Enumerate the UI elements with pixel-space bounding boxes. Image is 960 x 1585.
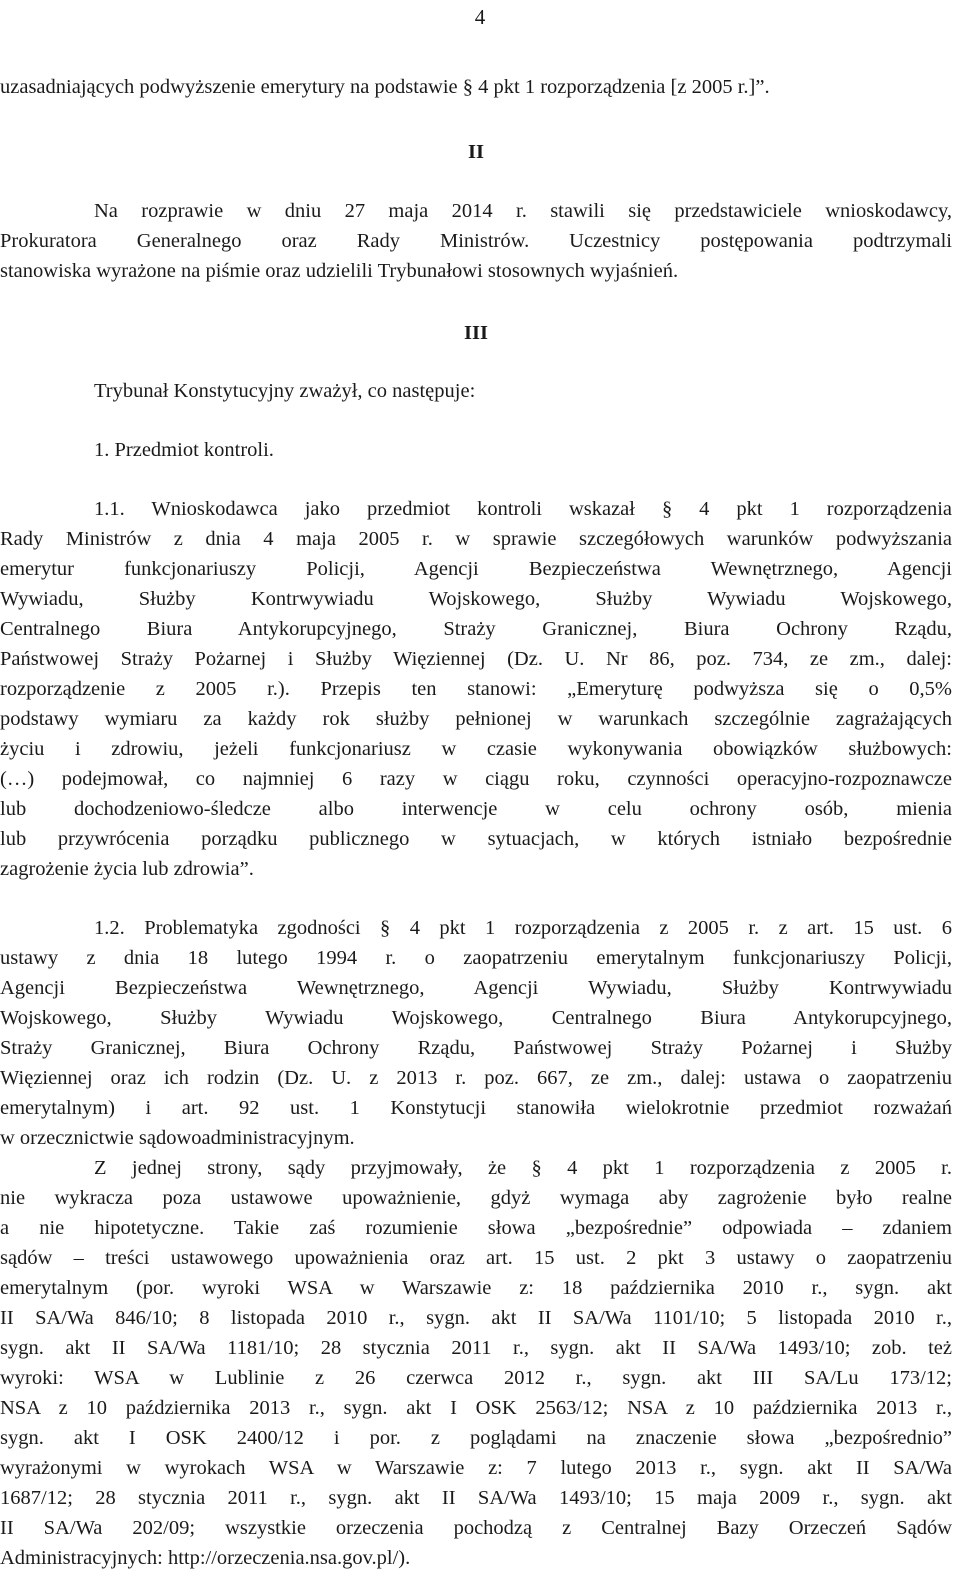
- text-line: a nie hipotetyczne. Takie zaś rozumienie słowa „bezpośrednie” odpowiada – zdaniem: [0, 1217, 952, 1239]
- text-line: Straży Granicznej, Biura Ochrony Rządu, Państwowej Straży Pożarnej i Służby: [0, 1037, 952, 1059]
- text-line: emerytalnym (por. wyroki WSA w Warszawie z: 18 października 2010 r., sygn. akt: [0, 1277, 952, 1299]
- text-line: życiu i zdrowiu, jeżeli funkcjonariusz w czasie wykonywania obowiązków służbowych:: [0, 738, 952, 760]
- section-heading-iii: III: [464, 322, 488, 344]
- text-line: Wojskowego, Służby Wywiadu Wojskowego, Centralnego Biura Antykorupcyjnego,: [0, 1007, 952, 1029]
- text-line: Centralnego Biura Antykorupcyjnego, Straży Granicznej, Biura Ochrony Rządu,: [0, 618, 952, 640]
- text-line: wyroki: WSA w Lublinie z 26 czerwca 2012 r., sygn. akt III SA/Lu 173/12;: [0, 1367, 952, 1389]
- text-line: sygn. akt II SA/Wa 1181/10; 28 stycznia 2011 r., sygn. akt II SA/Wa 1493/10; zob. też: [0, 1337, 952, 1359]
- text-line: NSA z 10 października 2013 r., sygn. akt I OSK 2563/12; NSA z 10 października 2013 r.,: [0, 1397, 952, 1419]
- text-line: podstawy wymiaru za każdy rok służby pełnionej w warunkach szczególnie zagrażających: [0, 708, 952, 730]
- subheading: 1. Przedmiot kontroli.: [94, 439, 274, 461]
- page-number: 4: [474, 5, 486, 29]
- text-line: Więziennej oraz ich rodzin (Dz. U. z 2013 r. poz. 667, ze zm., dalej: ustawa o zaopatrzeniu: [0, 1067, 952, 1089]
- text-line: sygn. akt I OSK 2400/12 i por. z poglądami na znaczenie słowa „bezpośrednio”: [0, 1427, 952, 1449]
- text-line: Rady Ministrów z dnia 4 maja 2005 r. w sprawie szczegółowych warunków podwyższania: [0, 528, 952, 550]
- text-line: Z jednej strony, sądy przyjmowały, że § 4 pkt 1 rozporządzenia z 2005 r.: [94, 1157, 952, 1179]
- text-line: emerytur funkcjonariuszy Policji, Agencji Bezpieczeństwa Wewnętrznego, Agencji: [0, 558, 952, 580]
- text-line: Prokuratora Generalnego oraz Rady Ministrów. Uczestnicy postępowania podtrzymali: [0, 230, 952, 252]
- text-line: lub przywrócenia porządku publicznego w sytuacjach, w których istniało bezpośrednie: [0, 828, 952, 850]
- text-line: w orzecznictwie sądowoadministracyjnym.: [0, 1127, 355, 1149]
- text-line: zagrożenie życia lub zdrowia”.: [0, 858, 254, 880]
- text-line: wyrażonymi w wyrokach WSA w Warszawie z: 7 lutego 2013 r., sygn. akt II SA/Wa: [0, 1457, 952, 1479]
- text-line: 1687/12; 28 stycznia 2011 r., sygn. akt II SA/Wa 1493/10; 15 maja 2009 r., sygn. akt: [0, 1487, 952, 1509]
- text-line: 1.1. Wnioskodawca jako przedmiot kontroli wskazał § 4 pkt 1 rozporządzenia: [94, 498, 952, 520]
- text-line: Administracyjnych: http://orzeczenia.nsa.gov.pl/).: [0, 1547, 411, 1569]
- text-line: ustawy z dnia 18 lutego 1994 r. o zaopatrzeniu emerytalnym funkcjonariuszy Policji,: [0, 947, 952, 969]
- text-line: uzasadniających podwyższenie emerytury na podstawie § 4 pkt 1 rozporządzenia [z 2005 r.]”.: [0, 76, 770, 98]
- text-line: rozporządzenie z 2005 r.). Przepis ten stanowi: „Emeryturę podwyższa się o 0,5%: [0, 678, 952, 700]
- text-line: lub dochodzeniowo-śledcze albo interwencje w celu ochrony osób, mienia: [0, 798, 952, 820]
- text-line: Państwowej Straży Pożarnej i Służby Więziennej (Dz. U. Nr 86, poz. 734, ze zm., dalej:: [0, 648, 952, 670]
- text-line: Agencji Bezpieczeństwa Wewnętrznego, Agencji Wywiadu, Służby Kontrwywiadu: [0, 977, 952, 999]
- text-line: Na rozprawie w dniu 27 maja 2014 r. stawili się przedstawiciele wnioskodawcy,: [94, 200, 952, 222]
- text-line: II SA/Wa 202/09; wszystkie orzeczenia pochodzą z Centralnej Bazy Orzeczeń Sądów: [0, 1517, 952, 1539]
- text-line: 1.2. Problematyka zgodności § 4 pkt 1 rozporządzenia z 2005 r. z art. 15 ust. 6: [94, 917, 952, 939]
- text-line: stanowiska wyrażone na piśmie oraz udzielili Trybunałowi stosownych wyjaśnień.: [0, 260, 679, 282]
- text-line: (…) podejmował, co najmniej 6 razy w ciągu roku, czynności operacyjno-rozpoznawcze: [0, 768, 952, 790]
- text-line: II SA/Wa 846/10; 8 listopada 2010 r., sygn. akt II SA/Wa 1101/10; 5 listopada 2010 r.,: [0, 1307, 952, 1329]
- intro-text: Trybunał Konstytucyjny zważył, co następuje:: [94, 380, 476, 402]
- section-heading-ii: II: [468, 141, 484, 163]
- text-line: sądów – treści ustawowego upoważnienia oraz art. 15 ust. 2 pkt 3 ustawy o zaopatrzeniu: [0, 1247, 952, 1269]
- text-line: emerytalnym) i art. 92 ust. 1 Konstytucji stanowiła wielokrotnie przedmiot rozważań: [0, 1097, 952, 1119]
- text-line: nie wykracza poza ustawowe upoważnienie, gdyż wymaga aby zagrożenie było realne: [0, 1187, 952, 1209]
- text-line: Wywiadu, Służby Kontrwywiadu Wojskowego, Służby Wywiadu Wojskowego,: [0, 588, 952, 610]
